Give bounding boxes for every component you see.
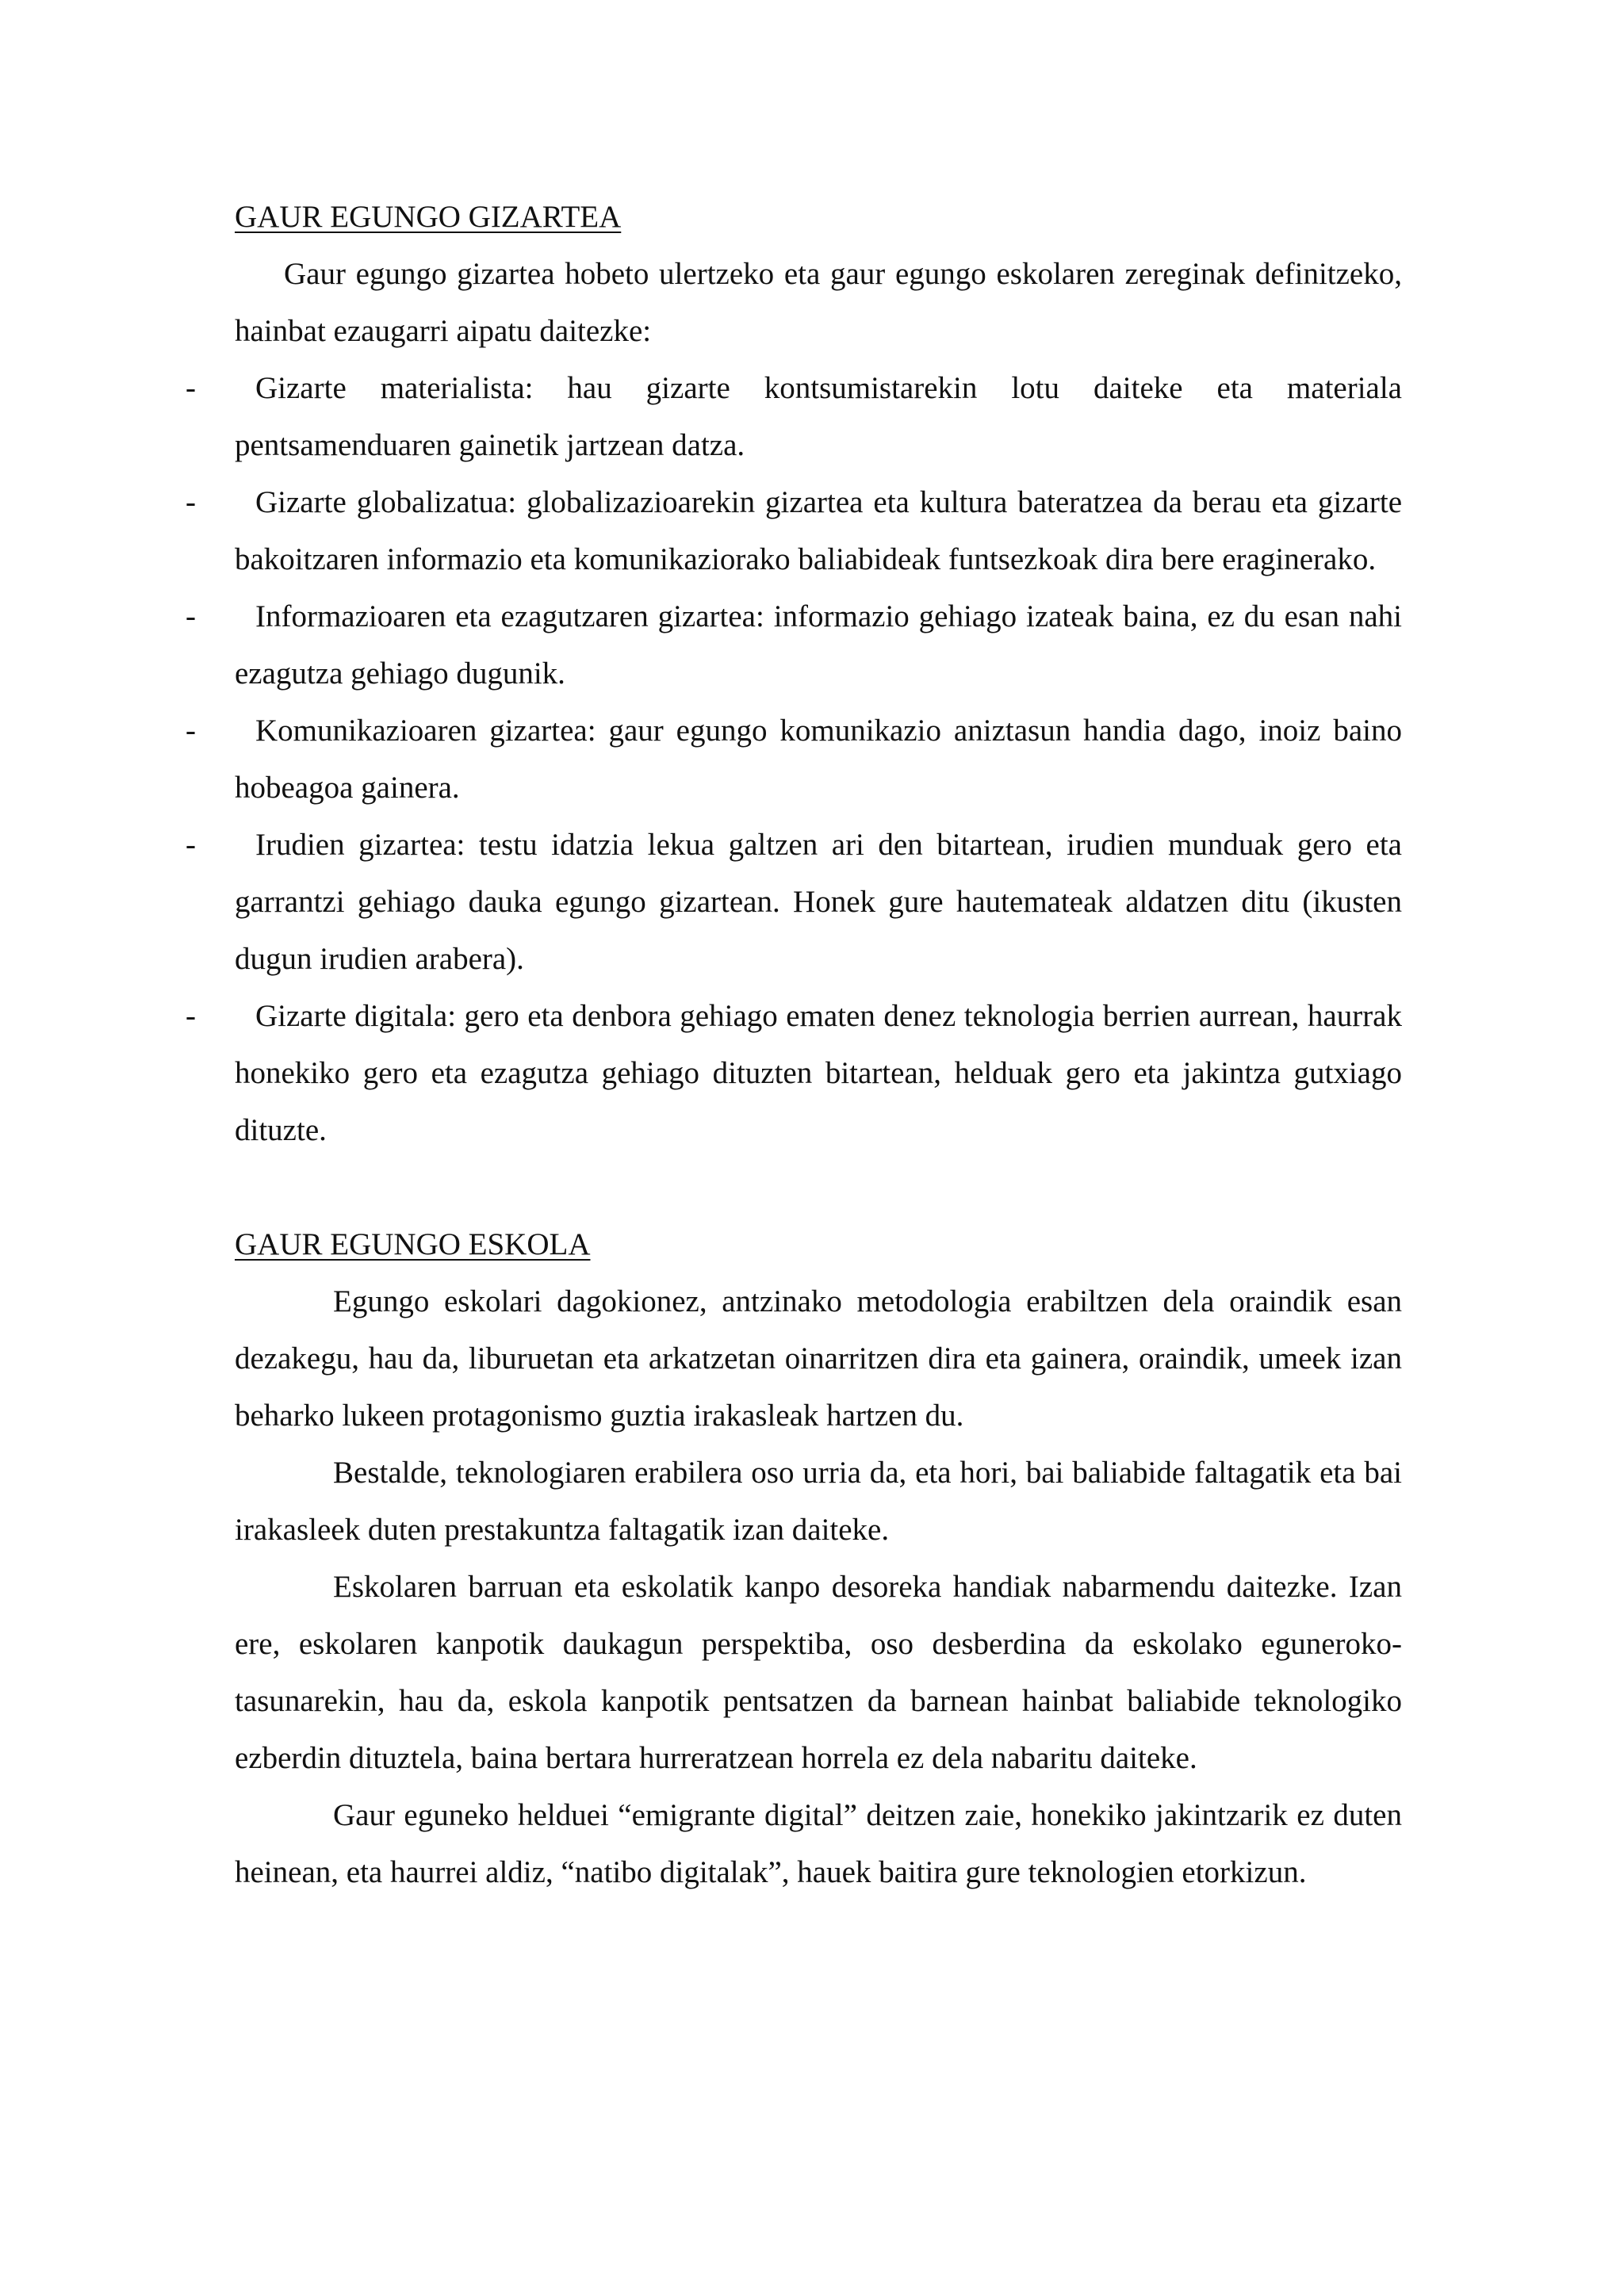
bullet-dash: -: [186, 714, 196, 748]
bullet-dash: -: [186, 599, 196, 633]
section-heading-gizartea: GAUR EGUNGO GIZARTEA: [235, 200, 622, 234]
list-item: [186, 817, 1402, 988]
intro-paragraph: Gaur egungo gizartea hobeto ulertzeko eta gaur egungo eskolaren zereginak definitzeko, hainbat ezaugarri aipatu daitezke:: [235, 257, 1402, 348]
list-item: [186, 474, 1402, 588]
list-item-text: Irudien gizartea: testu idatzia lekua galtzen ari den bitartean, irudien munduak gero eta garrantzi gehiago dauka egungo gizartean. Honek gure hautemateak aldatzen ditu (ikusten dugun irudien arabera).: [235, 828, 1402, 976]
body-paragraph: Egungo eskolari dagokionez, antzinako metodologia erabiltzen dela oraindik esan dezakegu, hau da, liburuetan eta arkatzetan oinarritzen dira eta gainera, oraindik, umeek izan beharko lukeen protagonismo guztia irakasleak hartzen du.: [235, 1284, 1402, 1433]
section-heading-eskola: GAUR EGUNGO ESKOLA: [235, 1227, 591, 1261]
bullet-dash: -: [186, 999, 196, 1033]
list-item-text: Gizarte globalizatua: globalizazioarekin gizartea eta kultura bateratzea da berau eta gizarte bakoitzaren informazio eta komunikaziorako baliabideak funtsezkoak dira bere eraginerako.: [235, 485, 1402, 576]
list-item-text: Gizarte materialista: hau gizarte kontsumistarekin lotu daiteke eta materiala pentsamenduaren gainetik jartzean datza.: [235, 371, 1402, 462]
bullet-dash: -: [186, 485, 196, 519]
list-item: [186, 360, 1402, 474]
body-paragraph: Gaur eguneko helduei “emigrante digital” deitzen zaie, honekiko jakintzarik ez duten heinean, eta haurrei aldiz, “natibo digitalak”, hauek baitira gure teknologien etorkizun.: [235, 1798, 1402, 1889]
body-paragraph: Eskolaren barruan eta eskolatik kanpo desoreka handiak nabarmendu daitezke. Izan ere, eskolaren kanpotik daukagun perspektiba, oso desberdina da eskolako egunerokotasunarekin, hau da, eskola kanpotik pentsatzen da barnean hainbat baliabide teknologiko ezberdin dituztela, baina bertara hurreratzean horrela ez dela nabaritu daiteke.: [235, 1570, 1402, 1775]
section-spacer: [235, 1159, 1402, 1216]
list-item-text: Informazioaren eta ezagutzaren gizartea: informazio gehiago izateak baina, ez du esan nahi ezagutza gehiago dugunik.: [235, 599, 1402, 691]
bullet-dash: -: [186, 828, 196, 862]
bullet-dash: -: [186, 371, 196, 405]
list-item: [186, 988, 1402, 1159]
list-item-text: Komunikazioaren gizartea: gaur egungo komunikazio aniztasun handia dago, inoiz baino hobeagoa gainera.: [235, 714, 1402, 805]
list-item-text: Gizarte digitala: gero eta denbora gehiago ematen denez teknologia berrien aurrean, haurrak honekiko gero eta ezagutza gehiago dituzten bitartean, helduak gero eta jakintza gutxiago dituzte.: [235, 999, 1402, 1147]
characteristics-list: [186, 360, 1402, 1159]
list-item: [186, 702, 1402, 817]
list-item: [186, 588, 1402, 702]
document-body: [186, 189, 1402, 1901]
body-paragraph: Bestalde, teknologiaren erabilera oso urria da, eta hori, bai baliabide faltagatik eta bai irakasleek duten prestakuntza faltagatik izan daiteke.: [235, 1456, 1402, 1547]
